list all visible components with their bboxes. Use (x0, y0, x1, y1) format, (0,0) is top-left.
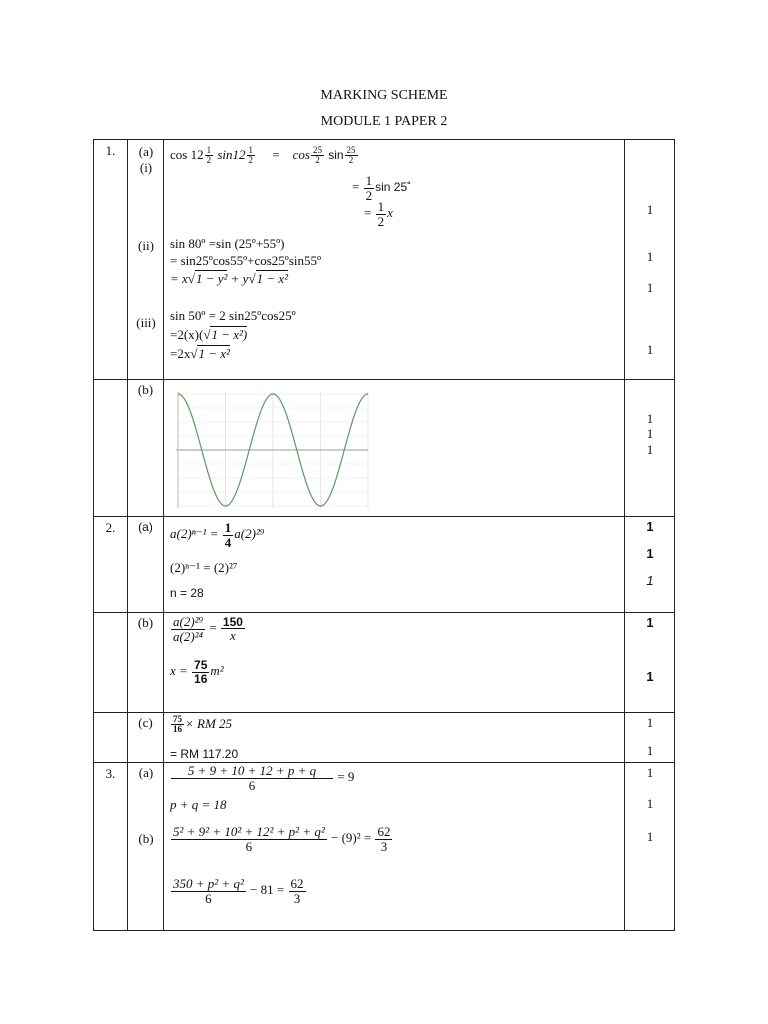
mark: 1 (646, 715, 654, 730)
answer-line: = x√1 − y² + y√1 − x² (170, 271, 289, 286)
answer-line: = $\frac{1}{2}$ x (364, 199, 393, 229)
question-number: 2. (105, 520, 116, 535)
part-label: (c) (138, 715, 153, 730)
answer-line: $\frac{\text{a(2)²⁹}}{\text{a(2)²⁴}}$ = $\frac{150}{x}$ (173, 614, 243, 644)
part-label: (b) (137, 382, 154, 397)
mark: 1 (646, 280, 654, 295)
mark: 1 (646, 411, 654, 426)
answer-line: (2)ⁿ⁻¹ = (2)²⁷ (170, 560, 238, 575)
answer-line: = sin25ºcos55º+cos25ºsin55º (170, 253, 322, 268)
mark: 1 (646, 615, 654, 630)
table-row (94, 763, 675, 931)
table-row (94, 380, 675, 517)
answer-line: $\frac{5 + 9 + 10 + 12 + p + q}{6}$ = 9 (170, 764, 354, 792)
part-label: (a) (138, 520, 153, 534)
mark: 1 (646, 829, 654, 844)
answer-line: sin 50º = 2 sin25ºcos25º (170, 308, 296, 323)
table-row (94, 713, 675, 763)
answer-line: n = 28 (170, 586, 204, 600)
mark: 1 (646, 426, 654, 441)
question-number: 1. (105, 143, 116, 158)
mark: 1 (646, 342, 654, 357)
answer-line: x = $\frac{75}{16}$ m² (170, 658, 224, 686)
answer-line: cos 12 $\frac{1}{2}$ sin12 $\frac{1}{2}$ = cos $\frac{25}{2}$ sin $\frac{25}{2}$ (170, 145, 356, 166)
mark: 1 (646, 743, 654, 758)
mark: 1 (646, 249, 654, 264)
mark: 1 (646, 202, 654, 217)
sine-graph (172, 388, 372, 512)
question-number: 3. (105, 766, 116, 781)
mark: 1 (646, 546, 654, 561)
answer-line: = RM 117.20 (170, 747, 239, 761)
subpart-label: (ii) (138, 238, 154, 253)
subpart-label: (iii) (136, 315, 156, 330)
answer-line: $\frac{\text{350 + p² + q²}}{6}$ − 81 = $\frac{62}{3}$ (173, 876, 304, 906)
table-row (94, 613, 675, 713)
page-subtitle: MODULE 1 PAPER 2 (320, 114, 448, 129)
mark: 1 (646, 796, 654, 811)
answer-line: =2x√1 − x² (170, 346, 230, 361)
answer-line: $\frac{75}{16}$ × RM 25 (173, 714, 233, 735)
answer-line: p + q = 18 (170, 797, 227, 812)
answer-line: =2(x)(√1 − x²) (170, 327, 248, 342)
mark: 1 (646, 765, 654, 780)
answer-line: = $\frac{1}{2}$ sin 25˚ (352, 173, 412, 203)
mark: 1 (646, 442, 654, 457)
answer-line: a(2)ⁿ⁻¹ = $\frac{1}{4}$ a(2)²⁹ (170, 520, 265, 550)
mark: 1 (646, 669, 654, 684)
part-label: (b) (137, 615, 154, 630)
answer-line: sin 80º =sin (25º+55º) (170, 236, 285, 251)
answer-line: $\frac{\text{5² + 9² + 10² + 12² + p² + q²}}{6}$ − (9)² = $\frac{62}{3}$ (173, 824, 391, 854)
part-label: (a) (138, 765, 154, 780)
table-row (94, 517, 675, 613)
mark: 1 (646, 573, 654, 588)
subpart-label: (i) (139, 160, 153, 175)
part-label: (a) (138, 144, 154, 159)
page-title: MARKING SCHEME (320, 88, 448, 103)
mark: 1 (646, 519, 654, 534)
table-row (94, 140, 675, 380)
part-label: (b) (138, 831, 154, 846)
marking-table (93, 139, 675, 931)
